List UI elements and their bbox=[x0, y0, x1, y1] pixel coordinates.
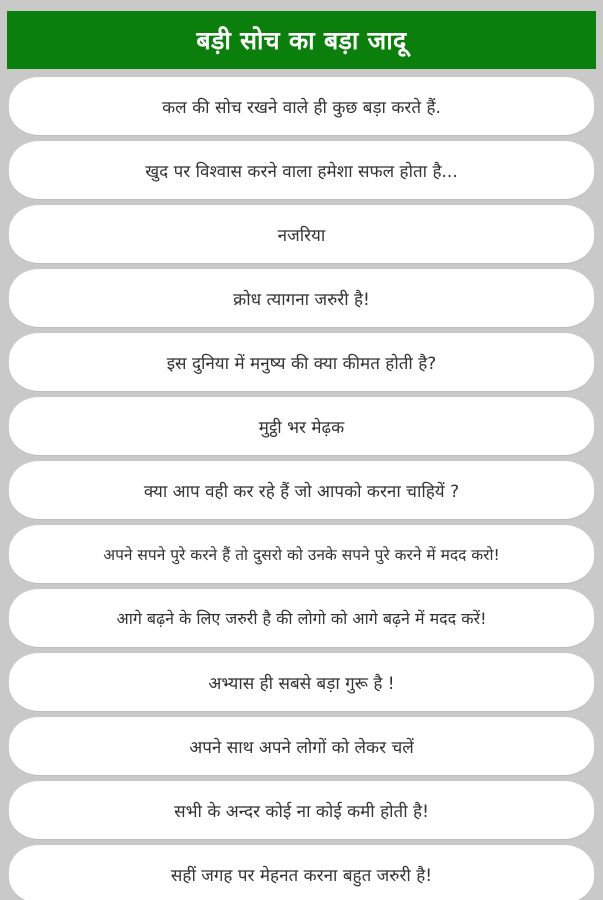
quote-list-item[interactable] bbox=[9, 589, 594, 647]
quote-list-item[interactable] bbox=[9, 269, 594, 327]
app-header bbox=[7, 11, 596, 69]
quote-list-item[interactable] bbox=[9, 77, 594, 135]
quote-title: सभी के अन्दर कोई ना कोई कमी होती है! bbox=[174, 801, 429, 822]
quote-title: अपने साथ अपने लोगों को लेकर चलें bbox=[189, 737, 414, 758]
quote-list-item[interactable] bbox=[9, 525, 594, 583]
quote-title: मुट्ठी भर मेढ़क bbox=[258, 417, 345, 438]
quote-list-item[interactable] bbox=[9, 397, 594, 455]
quote-title: सहीं जगह पर मेहनत करना बहुत जरुरी है! bbox=[170, 865, 433, 886]
quote-list[interactable] bbox=[0, 75, 603, 900]
quote-list-item[interactable] bbox=[9, 653, 594, 711]
quote-list-item[interactable] bbox=[9, 205, 594, 263]
app-title: बड़ी सोच का बड़ा जादू bbox=[196, 26, 407, 55]
quote-title: खुद पर विश्वास करने वाला हमेशा सफल होता है... bbox=[145, 161, 458, 182]
quote-title: नजरिया bbox=[277, 225, 326, 246]
quote-list-item[interactable] bbox=[9, 333, 594, 391]
quote-list-item[interactable] bbox=[9, 845, 594, 900]
quote-list-item[interactable] bbox=[9, 461, 594, 519]
quote-title: कल की सोच रखने वाले ही कुछ बड़ा करते हैं. bbox=[162, 97, 441, 118]
quote-title: अपने सपने पुरे करने हैं तो दुसरो को उनके सपने पुरे करने में मदद करो! bbox=[103, 546, 500, 564]
quote-title: आगे बढ़ने के लिए जरुरी है की लोगो को आगे बढ़ने में मदद करें! bbox=[116, 609, 487, 628]
quote-list-item[interactable] bbox=[9, 781, 594, 839]
quote-title: अभ्यास ही सबसे बड़ा गुरू है ! bbox=[208, 673, 395, 694]
quote-list-item[interactable] bbox=[9, 141, 594, 199]
quote-title: इस दुनिया में मनुष्य की क्या कीमत होती है? bbox=[166, 353, 437, 374]
quote-list-item[interactable] bbox=[9, 717, 594, 775]
quote-title: क्रोध त्यागना जरुरी है! bbox=[233, 289, 370, 310]
quote-title: क्या आप वही कर रहे हैं जो आपको करना चाहियें ? bbox=[143, 481, 460, 502]
